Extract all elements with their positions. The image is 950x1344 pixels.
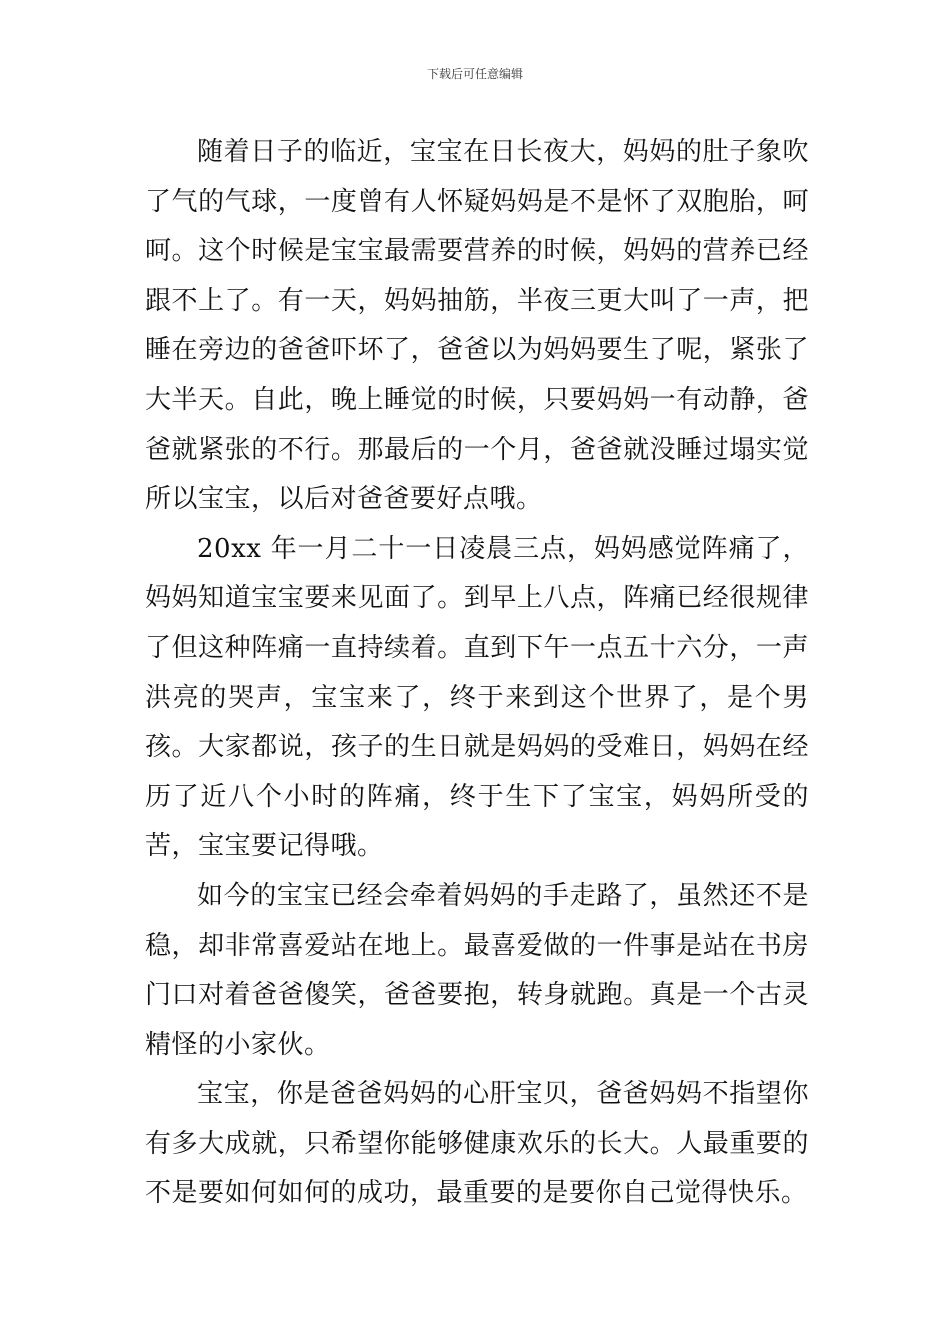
document-body [145,128,809,1219]
page-header: 下载后可任意编辑 [426,67,523,81]
paragraph-4: 宝宝，你是爸爸妈妈的心肝宝贝，爸爸妈妈不指望你有多大成就，只希望你能够健康欢乐的长大。人最重要的不是要如何如何的成功，最重要的是要你自己觉得快乐。 [145,1079,809,1209]
paragraph-1: 随着日子的临近，宝宝在日长夜大，妈妈的肚子象吹了气的气球，一度曾有人怀疑妈妈是不是怀了双胞胎，呵呵。这个时候是宝宝最需要营养的时候，妈妈的营养已经跟不上了。有一天，妈妈抽筋，半夜三更大叫了一声，把睡在旁边的爸爸吓坏了，爸爸以为妈妈要生了呢，紧张了大半天。自此，晚上睡觉的时候，只要妈妈一有动静，爸爸就紧张的不行。那最后的一个月，爸爸就没睡过塌实觉所以宝宝，以后对爸爸要好点哦。 [145,137,809,515]
paragraph-2: 20xx 年一月二十一日凌晨三点，妈妈感觉阵痛了，妈妈知道宝宝要来见面了。到早上八点，阵痛已经很规律了但这种阵痛一直持续着。直到下午一点五十六分，一声洪亮的哭声，宝宝来了，终于来到这个世界了，是个男孩。大家都说，孩子的生日就是妈妈的受难日，妈妈在经历了近八个小时的阵痛，终于生下了宝宝，妈妈所受的苦，宝宝要记得哦。 [145,533,809,862]
paragraph-3: 如今的宝宝已经会牵着妈妈的手走路了，虽然还不是稳，却非常喜爱站在地上。最喜爱做的一件事是站在书房门口对着爸爸傻笑，爸爸要抱，转身就跑。真是一个古灵精怪的小家伙。 [145,880,809,1060]
